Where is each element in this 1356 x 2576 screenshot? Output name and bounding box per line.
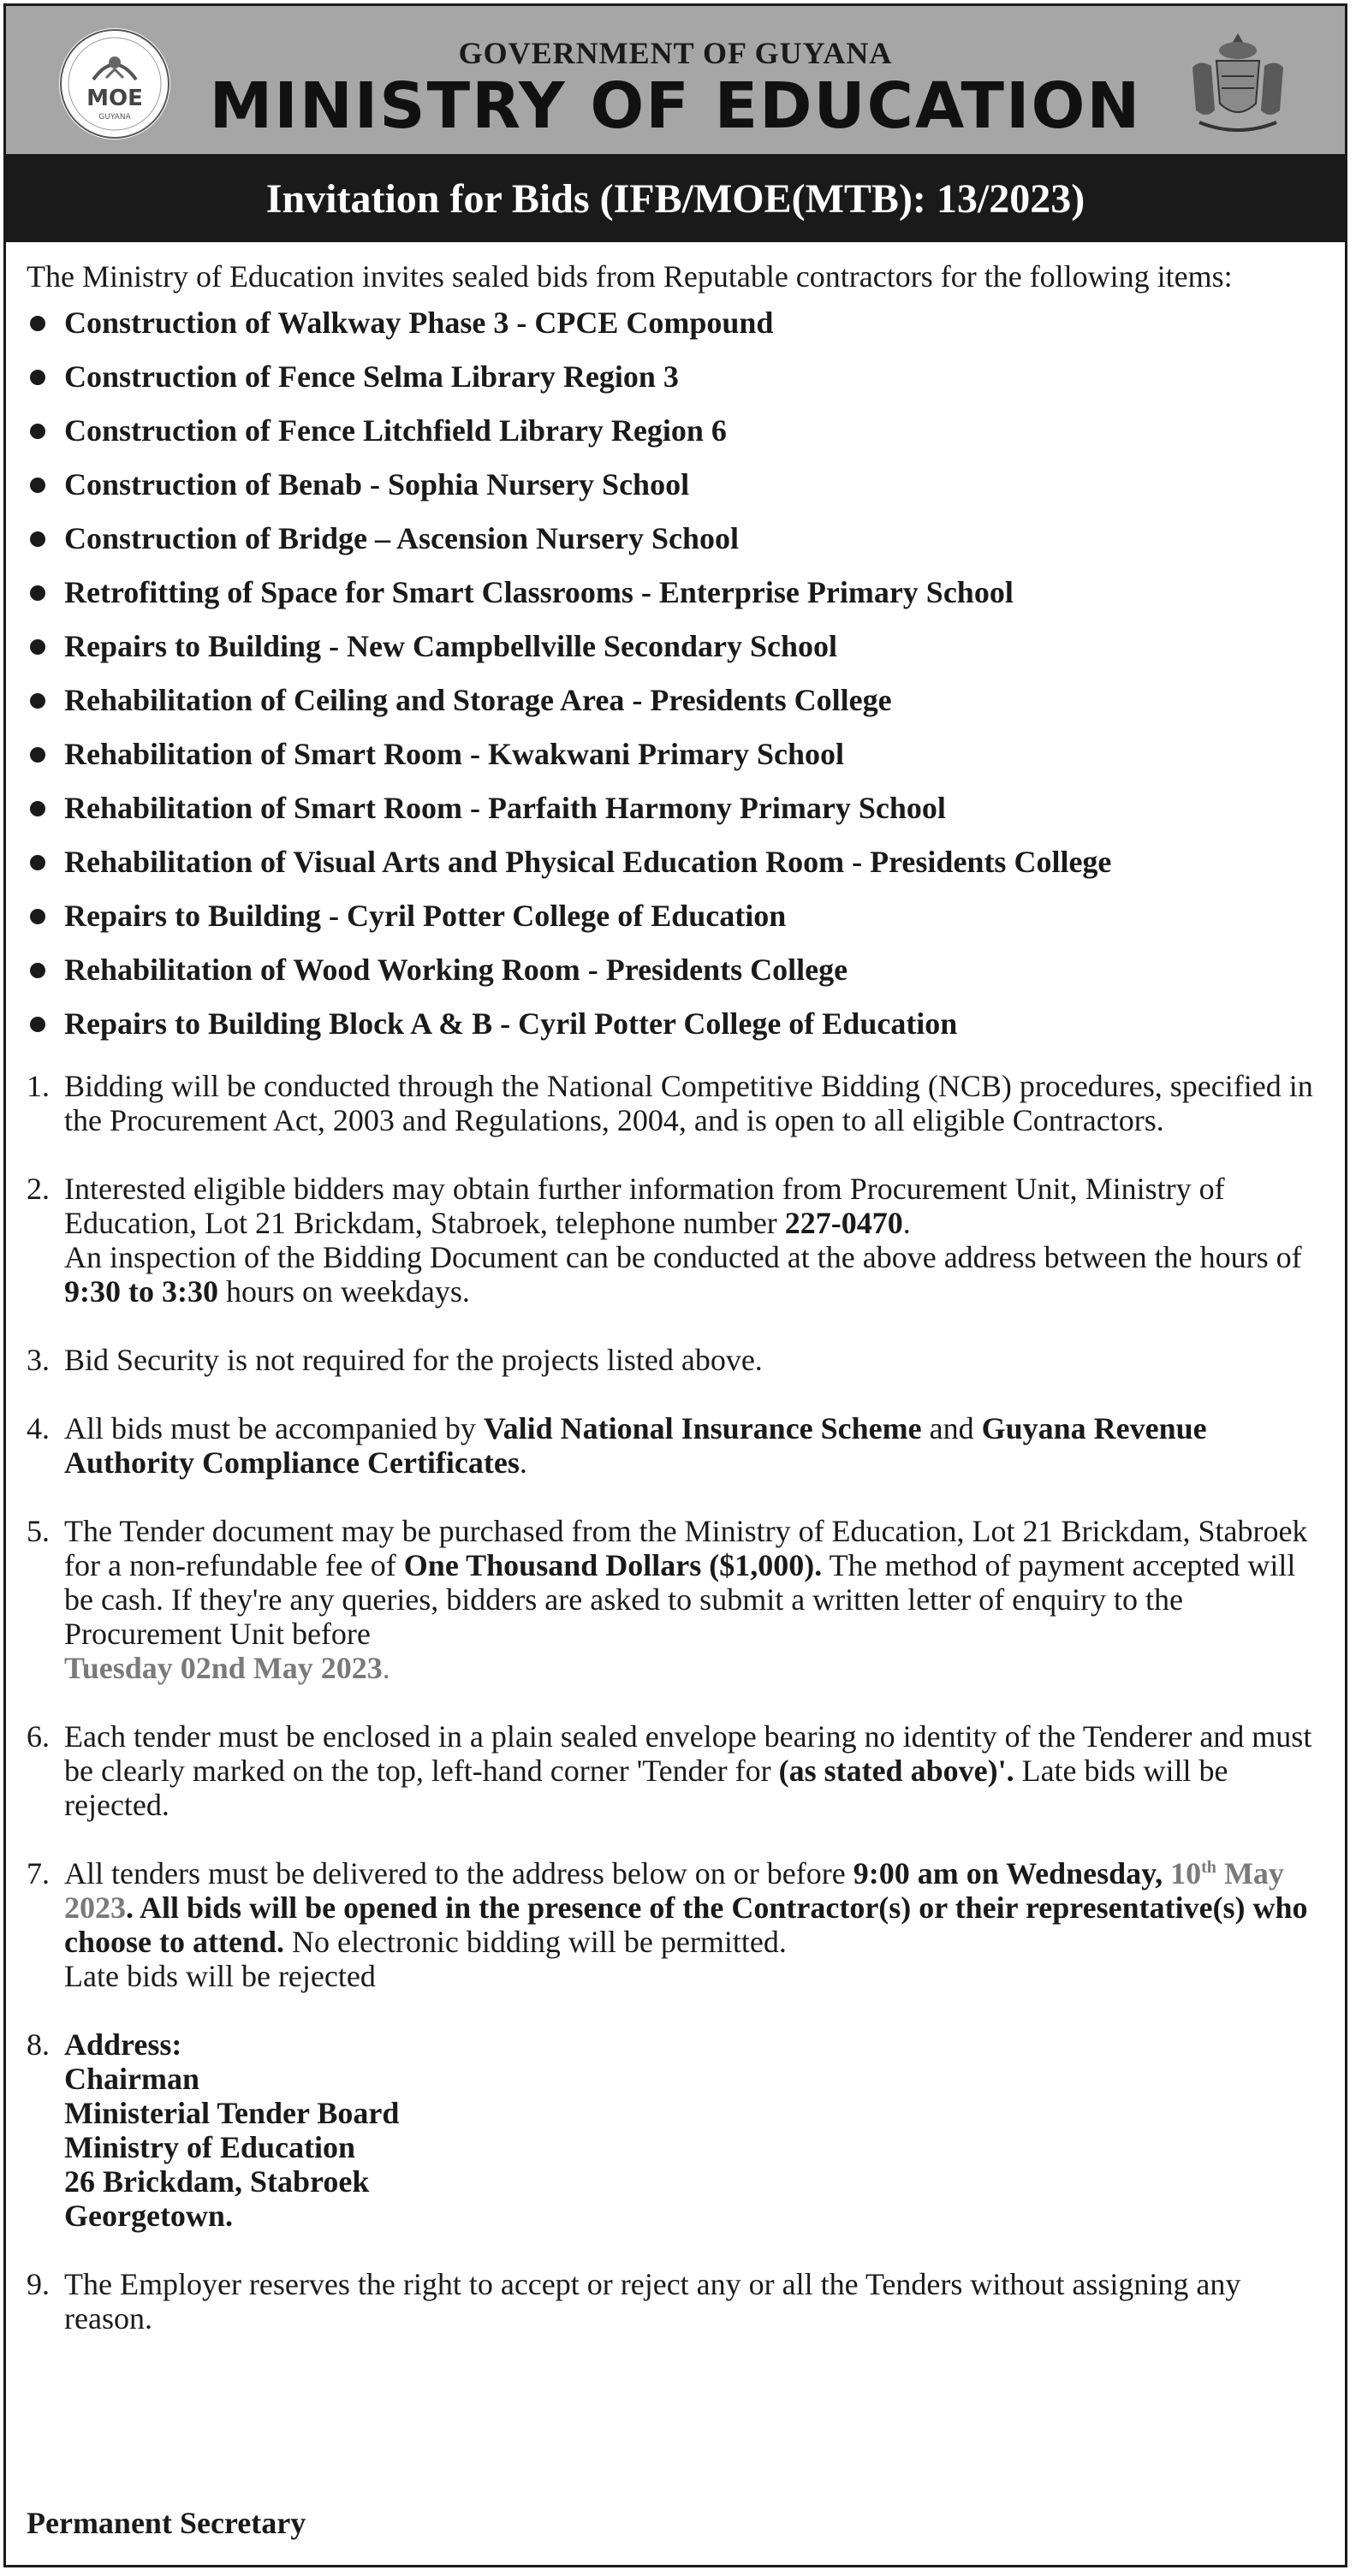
tender-fee: One Thousand Dollars ($1,000). bbox=[403, 1548, 823, 1582]
bullet-icon bbox=[30, 963, 45, 978]
address-line: Ministerial Tender Board bbox=[64, 2096, 400, 2130]
list-item: Rehabilitation of Wood Working Room - Presidents College bbox=[27, 946, 1328, 1000]
items-list bbox=[27, 299, 1328, 1054]
bullet-icon bbox=[30, 531, 45, 547]
clause-number: 9. bbox=[27, 2267, 50, 2301]
bid-notice bbox=[3, 3, 1347, 2567]
ifb-title: Invitation for Bids (IFB/MOE(MTB): 13/2023) bbox=[6, 157, 1345, 242]
signature: Permanent Secretary bbox=[27, 2506, 306, 2540]
list-item: Construction of Walkway Phase 3 - CPCE Compound bbox=[27, 299, 1328, 353]
list-item: Rehabilitation of Visual Arts and Physical Education Room - Presidents College bbox=[27, 838, 1328, 892]
clause-text: Bidding will be conducted through the National Competitive Bidding (NCB) procedures, specified in the Procurement Act, 2003 and Regulations, 2004, and is open to all eligible Contractors. bbox=[64, 1069, 1313, 1137]
clause-number: 8. bbox=[27, 2027, 50, 2062]
list-item: Repairs to Building Block A & B - Cyril Potter College of Education bbox=[27, 1000, 1328, 1054]
address-line: Georgetown. bbox=[64, 2199, 233, 2233]
clause-6: 6. Each tender must be enclosed in a plain sealed envelope bearing no identity of the Tenderer and must be clearly marked on the top, left-hand corner 'Tender for (as stated above)'. Late bids will be rejected. bbox=[27, 1719, 1312, 1822]
address-line: Chairman bbox=[64, 2062, 200, 2096]
delivery-time: 9:00 am on Wednesday, bbox=[853, 1856, 1163, 1890]
clause-2: 2. Interested eligible bidders may obtain further information from Procurement Unit, Ministry of Education, Lot 21 Brickdam, Stabroek, telephone number 227-0470. An inspection of the Bidding Document can be conducted at the above address between the hours of 9:30 to 3:30 hours on weekdays. bbox=[27, 1172, 1302, 1309]
clause-7: 7. All tenders must be delivered to the address below on or before 9:00 am on Wednesday, 10th May 2023. All bids will be opened in the presence of the Contractor(s) or their representative(s) who choose to attend. No electronic bidding will be permitted. Late bids will be rejected bbox=[27, 1856, 1308, 1993]
logo-subtext: GUYANA bbox=[98, 113, 131, 122]
list-item: Construction of Bridge – Ascension Nursery School bbox=[27, 514, 1328, 568]
list-item: Rehabilitation of Smart Room - Kwakwani Primary School bbox=[27, 730, 1328, 784]
bullet-icon bbox=[30, 424, 45, 439]
clause-text: Bid Security is not required for the projects listed above. bbox=[64, 1343, 763, 1377]
clause-4: 4. All bids must be accompanied by Valid National Insurance Scheme and Guyana Revenue Authority Compliance Certificates. bbox=[27, 1411, 1207, 1480]
phone-number: 227-0470 bbox=[784, 1206, 903, 1240]
bullet-icon bbox=[30, 1017, 45, 1032]
bullet-icon bbox=[30, 801, 45, 816]
list-item: Repairs to Building - New Campbellville Secondary School bbox=[27, 622, 1328, 676]
bullet-icon bbox=[30, 855, 45, 870]
bullet-icon bbox=[30, 639, 45, 655]
clause-text: Interested eligible bidders may obtain further information from Procurement Unit, Ministry of Education, Lot 21 Brickdam, Stabroek, telephone number bbox=[64, 1172, 1225, 1240]
clause-8 bbox=[27, 2027, 1328, 2233]
clause-text: The Employer reserves the right to accept or reject any or all the Tenders without assigning any reason. bbox=[64, 2267, 1241, 2336]
clause-1 bbox=[27, 1069, 1328, 1137]
gra-requirement: Guyana Revenue Authority Compliance Certificates bbox=[64, 1411, 1207, 1480]
bullet-icon bbox=[30, 747, 45, 763]
clauses-list bbox=[27, 1069, 1328, 2336]
logo-text: MOE bbox=[86, 86, 143, 111]
address-line: 26 Brickdam, Stabroek bbox=[64, 2164, 370, 2199]
coat-of-arms-icon bbox=[1174, 25, 1302, 141]
intro-text: The Ministry of Education invites sealed bids from Reputable contractors for the following items: bbox=[27, 259, 1233, 294]
bullet-icon bbox=[30, 585, 45, 601]
clause-number: 4. bbox=[27, 1411, 50, 1445]
clause-3 bbox=[27, 1343, 1328, 1377]
clause-5: 5. The Tender document may be purchased from the Ministry of Education, Lot 21 Brickdam, Stabroek for a non-refundable fee of One Thousand Dollars ($1,000). The method of payment accepted will be cash. If they're any queries, bidders are asked to submit a written letter of enquiry to the Procurement Unit before Tuesday 02nd May 2023. bbox=[27, 1514, 1308, 1685]
list-item: Rehabilitation of Smart Room - Parfaith Harmony Primary School bbox=[27, 784, 1328, 838]
address-label: Address: bbox=[64, 2027, 182, 2062]
inspection-hours: 9:30 to 3:30 bbox=[64, 1274, 218, 1309]
clause-number: 6. bbox=[27, 1719, 50, 1754]
clause-number: 7. bbox=[27, 1856, 50, 1890]
notice-body bbox=[27, 259, 1328, 2370]
bullet-icon bbox=[30, 316, 45, 331]
clause-number: 5. bbox=[27, 1514, 50, 1548]
clause-number: 3. bbox=[27, 1343, 50, 1377]
clause-number: 2. bbox=[27, 1172, 50, 1206]
header-banner bbox=[6, 6, 1345, 157]
list-item: Repairs to Building - Cyril Potter College of Education bbox=[27, 892, 1328, 946]
government-title: GOVERNMENT OF GUYANA bbox=[458, 36, 893, 70]
list-item: Rehabilitation of Ceiling and Storage Area - Presidents College bbox=[27, 676, 1328, 730]
ministry-title: MINISTRY OF EDUCATION bbox=[209, 69, 1142, 143]
bullet-icon bbox=[30, 478, 45, 493]
bullet-icon bbox=[30, 370, 45, 385]
list-item: Construction of Benab - Sophia Nursery School bbox=[27, 460, 1328, 514]
list-item: Retrofitting of Space for Smart Classrooms - Enterprise Primary School bbox=[27, 568, 1328, 622]
address-line: Ministry of Education bbox=[64, 2130, 356, 2164]
clause-number: 1. bbox=[27, 1069, 50, 1103]
bullet-icon bbox=[30, 693, 45, 709]
nis-requirement: Valid National Insurance Scheme bbox=[483, 1411, 922, 1445]
bullet-icon bbox=[30, 909, 45, 924]
clause-9 bbox=[27, 2267, 1328, 2336]
list-item: Construction of Fence Selma Library Region 3 bbox=[27, 353, 1328, 407]
enquiry-deadline: Tuesday 02nd May 2023 bbox=[64, 1651, 383, 1685]
list-item: Construction of Fence Litchfield Library Region 6 bbox=[27, 407, 1328, 460]
delivery-date: 10th May 2023 bbox=[64, 1856, 1284, 1925]
